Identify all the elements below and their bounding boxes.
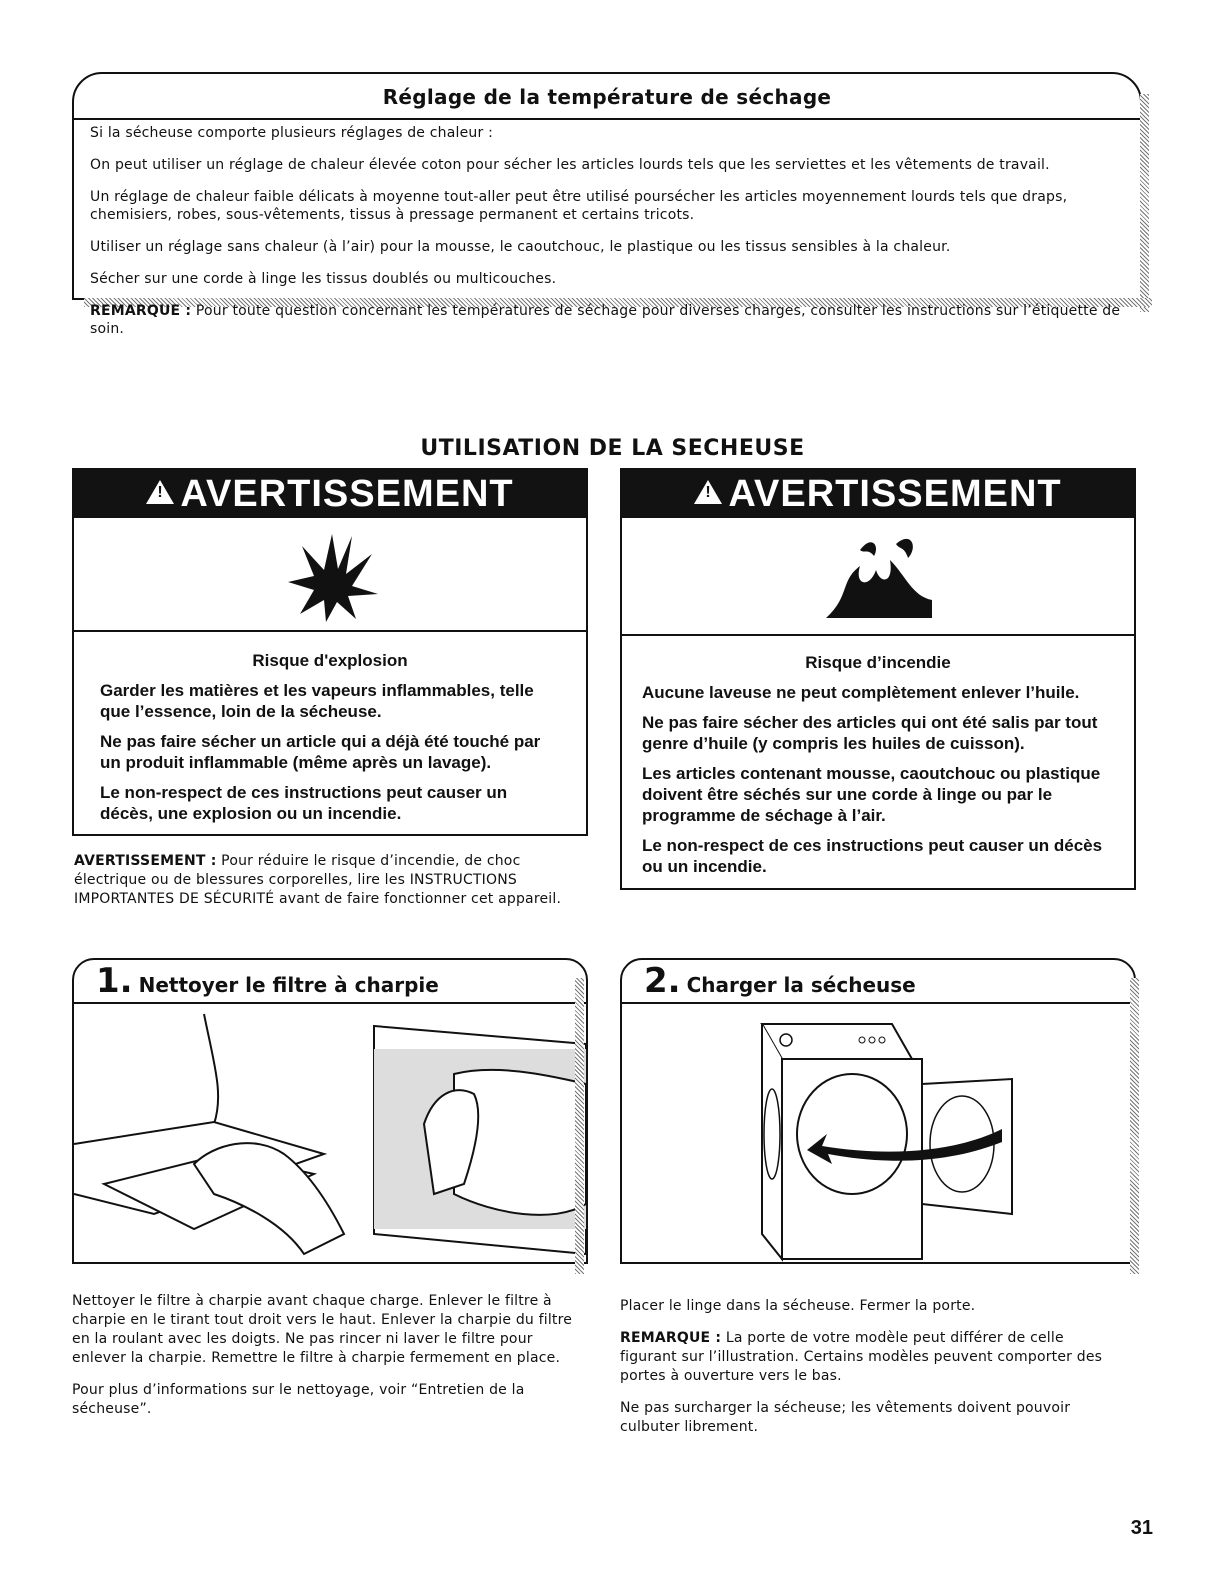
step-2-title (622, 960, 1134, 1004)
warning-note (74, 852, 574, 909)
lint-filter-illustration-icon (74, 1004, 586, 1262)
temperature-intro: Si la sécheuse comporte plusieurs réglages de chaleur : (90, 125, 494, 141)
temperature-panel-title: Réglage de la température de séchage (74, 82, 1140, 120)
warning-triangle-icon (146, 480, 174, 504)
warning-line-2: Ne pas faire sécher des articles qui ont été salis par tout genre d’huile (y compris les huiles de cuisson). (642, 713, 1098, 753)
warning-line-2: Ne pas faire sécher un article qui a déjà été touché par un produit inflammable (même après un lavage). (100, 732, 541, 772)
risk-label: Risque d’incendie (805, 653, 951, 672)
warning-box-explosion (72, 468, 588, 836)
warning-line-1: Garder les matières et les vapeurs inflammables, telle que l’essence, loin de la sécheuse. (100, 681, 534, 721)
warning-box-fire (620, 468, 1136, 890)
temperature-note (90, 302, 1126, 338)
note-label: REMARQUE : (90, 303, 192, 319)
step-title-text: Nettoyer le filtre à charpie (138, 973, 439, 997)
step-2-panel (620, 958, 1136, 1264)
fire-icon (820, 526, 940, 626)
explosion-icon (282, 524, 382, 624)
note-label: REMARQUE : (620, 1330, 722, 1346)
page-number: 31 (1130, 1517, 1153, 1539)
lint-filter-illustration (74, 1004, 586, 1262)
warning-header: !AVERTISSEMENT (74, 470, 586, 518)
temperature-paragraph-4: Sécher sur une corde à linge les tissus doublés ou multicouches. (90, 271, 557, 287)
warning-line-3: Le non-respect de ces instructions peut causer un décès, une explosion ou un incendie. (100, 783, 508, 823)
step-1-paragraph-1: Nettoyer le filtre à charpie avant chaque charge. Enlever le filtre à charpie en le tirant tout droit vers le haut. Enlever la charpie du filtre en la roulant avec les doigts. Ne pas rincer ni laver le filtre pour enlever la charpie. Remettre le filtre à charpie fermement en place. (72, 1293, 573, 1366)
dryer-illustration (622, 1004, 1134, 1262)
warning-note-text: Pour réduire le risque d’incendie, de choc électrique ou de blessures corporelles, lire les INSTRUCTIONS IMPORTANTES DE SÉCURITÉ avant de faire fonctionner cet appareil. (74, 853, 562, 907)
step-1-title (74, 960, 586, 1004)
panel-shadow-right (1140, 94, 1149, 312)
step-1-panel (72, 958, 588, 1264)
step-title-text: Charger la sécheuse (686, 973, 916, 997)
warning-text-fire (622, 652, 1134, 886)
step-1-shadow (575, 978, 584, 1274)
warning-line-3: Les articles contenant mousse, caoutchouc ou plastique doivent être séchés sur une corde à linge ou par le programme de séchage à l’air. (642, 764, 1101, 825)
warning-header: !AVERTISSEMENT (622, 470, 1134, 518)
temperature-panel-body (90, 124, 1126, 352)
temperature-paragraph-2: Un réglage de chaleur faible délicats à moyenne tout-aller peut être utilisé poursécher les articles moyennement lourds tels que draps, chemisiers, robes, sous-vêtements, tissus à pressage permanent et certains tricots. (90, 189, 1068, 223)
note-text: Pour toute question concernant les températures de séchage pour diverses charges, consulter les instructions sur l’étiquette de soin. (90, 303, 1121, 337)
step-2-paragraph-1: Placer le linge dans la sécheuse. Fermer la porte. (620, 1298, 976, 1314)
warning-note-label: AVERTISSEMENT : (74, 853, 217, 869)
risk-label: Risque d'explosion (252, 651, 408, 670)
temperature-panel (72, 72, 1142, 337)
step-1-text (72, 1292, 582, 1432)
note-text: La porte de votre modèle peut différer de celle figurant sur l’illustration. Certains modèles peuvent comporter des portes à ouverture vers le bas. (620, 1330, 1103, 1384)
section-title: UTILISATION DE LA SECHEUSE (420, 436, 805, 461)
step-1-paragraph-2: Pour plus d’informations sur le nettoyage, voir “Entretien de la sécheuse”. (72, 1382, 525, 1417)
warning-text-explosion (74, 650, 586, 833)
step-number: 2. (644, 961, 681, 1001)
temperature-paragraph-3: Utiliser un réglage sans chaleur (à l’air) pour la mousse, le caoutchouc, le plastique ou les tissus sensibles à la chaleur. (90, 239, 951, 255)
step-2-paragraph-3: Ne pas surcharger la sécheuse; les vêtements doivent pouvoir culbuter librement. (620, 1400, 1071, 1435)
step-number: 1. (96, 961, 133, 1001)
warning-icon-area (74, 518, 586, 632)
temperature-paragraph-1: On peut utiliser un réglage de chaleur élevée coton pour sécher les articles lourds tels que les serviettes et les vêtements de travail. (90, 157, 1050, 173)
dryer-illustration-icon (622, 1004, 1134, 1262)
step-2-text (620, 1297, 1120, 1450)
warning-line-1: Aucune laveuse ne peut complètement enlever l’huile. (642, 683, 1080, 702)
warning-icon-area (622, 518, 1134, 636)
step-2-note (620, 1329, 1120, 1386)
warning-line-4: Le non-respect de ces instructions peut causer un décès ou un incendie. (642, 836, 1103, 876)
step-2-shadow (1130, 978, 1139, 1274)
warning-triangle-icon (694, 480, 722, 504)
